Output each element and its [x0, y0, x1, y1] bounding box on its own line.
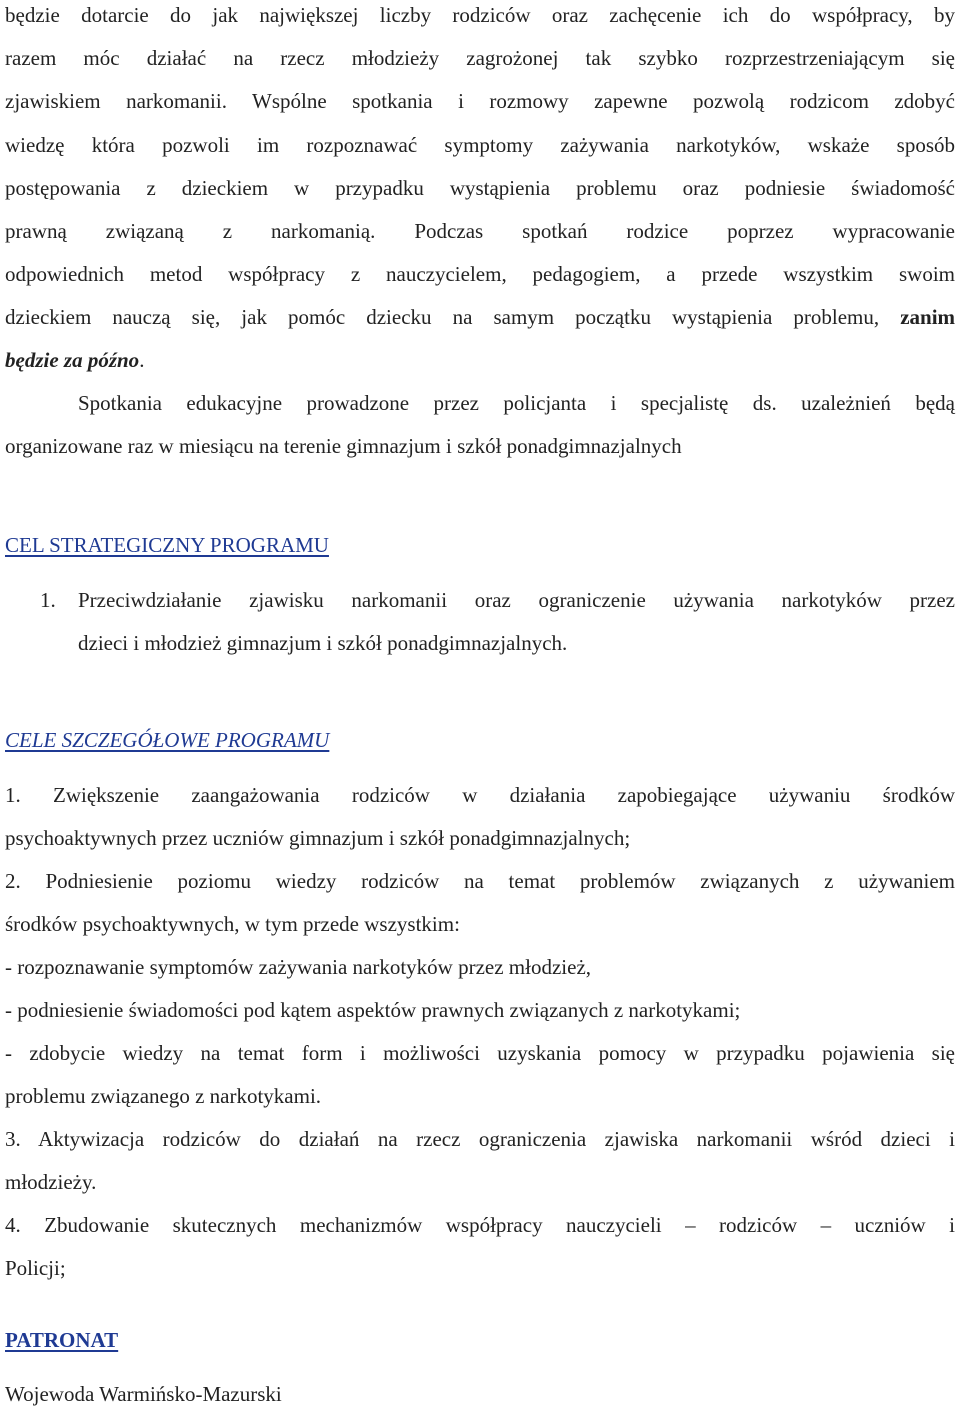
paragraph-text: dzieckiem nauczą się, jak pomóc dziecku na samym początku wystąpienia problemu, — [5, 305, 880, 329]
meetings-line: organizowane raz w miesiącu na terenie gimnazjum i szkół ponadgimnazjalnych — [5, 434, 682, 458]
paragraph-line: odpowiednich metod współpracy z nauczycielem, pedagogiem, a przede wszystkim swoim — [5, 262, 955, 286]
list-item: 1. Zwiększenie zaangażowania rodziców w działania zapobiegające używaniu środków — [5, 783, 955, 807]
patron-name: Wojewoda Warmińsko-Mazurski — [5, 1382, 282, 1406]
paragraph-line: prawną związaną z narkomanią. Podczas spotkań rodzice poprzez wypracowanie — [5, 219, 955, 243]
detailed-goals-heading: CELE SZCZEGÓŁOWE PROGRAMU — [5, 728, 330, 752]
emphasis-text: będzie za późno — [5, 348, 140, 372]
strategic-goal-heading: CEL STRATEGICZNY PROGRAMU — [5, 533, 329, 557]
paragraph-line: razem móc działać na rzecz młodzieży zagrożonej tak szybko rozprzestrzeniającym się — [5, 46, 955, 70]
list-item: 4. Zbudowanie skutecznych mechanizmów współpracy nauczycieli – rodziców – uczniów i — [5, 1213, 955, 1237]
paragraph-text: . — [139, 348, 145, 372]
meetings-line: Spotkania edukacyjne prowadzone przez policjanta i specjalistę ds. uzależnień będą — [78, 391, 955, 415]
list-item: młodzieży. — [5, 1170, 97, 1194]
paragraph-line: postępowania z dzieckiem w przypadku wystąpienia problemu oraz podniesie świadomość — [5, 176, 955, 200]
paragraph-line: wiedzę która pozwoli im rozpoznawać symptomy zażywania narkotyków, wskaże sposób — [5, 133, 955, 157]
paragraph-line: będzie dotarcie do jak największej liczby rodziców oraz zachęcenie ich do współpracy, by — [5, 3, 955, 27]
list-item: psychoaktywnych przez uczniów gimnazjum i szkół ponadgimnazjalnych; — [5, 826, 631, 850]
list-item: Policji; — [5, 1256, 66, 1280]
list-item: środków psychoaktywnych, w tym przede wszystkim: — [5, 912, 460, 936]
paragraph-line: zjawiskiem narkomanii. Wspólne spotkania i rozmowy zapewne pozwolą rodzicom zdobyć — [5, 89, 955, 113]
list-item: 3. Aktywizacja rodziców do działań na rzecz ograniczenia zjawiska narkomanii wśród dzieci i — [5, 1127, 955, 1151]
list-item: 2. Podniesienie poziomu wiedzy rodziców na temat problemów związanych z używaniem — [5, 869, 955, 893]
emphasis-text: zanim — [900, 305, 956, 329]
list-item: - rozpoznawanie symptomów zażywania narkotyków przez młodzież, — [5, 955, 592, 979]
patron-heading: PATRONAT — [5, 1328, 119, 1352]
list-item: - podniesienie świadomości pod kątem aspektów prawnych związanych z narkotykami; — [5, 998, 741, 1022]
list-item: problemu związanego z narkotykami. — [5, 1084, 322, 1108]
list-number: 1. — [40, 588, 56, 612]
list-item: Przeciwdziałanie zjawisku narkomanii oraz ograniczenie używania narkotyków przez — [78, 588, 955, 612]
paragraph-line — [5, 350, 955, 371]
paragraph-line — [5, 307, 955, 328]
list-item: - zdobycie wiedzy na temat form i możliwości uzyskania pomocy w przypadku pojawienia się — [5, 1041, 955, 1065]
list-item: dzieci i młodzież gimnazjum i szkół ponadgimnazjalnych. — [78, 631, 568, 655]
